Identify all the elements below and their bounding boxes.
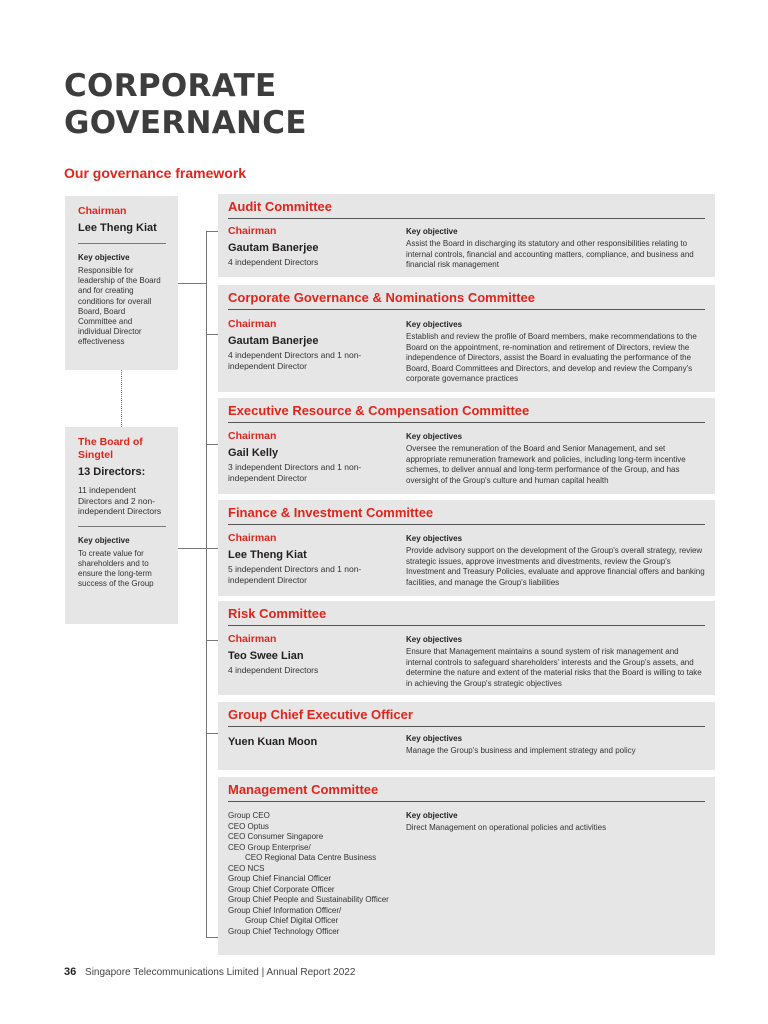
key-objective-text: Oversee the remuneration of the Board and Senior Management, and set appropriate remuneration framework and policies, including long-term incentive schemes, to deliver annual and long-term performance of the Group, and has oversight of the Group's culture and human capital health: [406, 444, 686, 485]
chairman-role: Chairman: [78, 205, 127, 217]
ceo-objective-column: [406, 734, 706, 757]
list-item: Group Chief Digital Officer: [245, 916, 339, 925]
ceo-name: Yuen Kuan Moon: [228, 736, 318, 748]
list-item: Group Chief Technology Officer: [228, 926, 340, 936]
list-item: CEO Consumer Singapore: [228, 832, 324, 841]
key-objective-text: Provide advisory support on the development of the Group's overall strategy, review strategic issues, approve investments and divestments, review the Group's Investment and Treasury Policies, evaluate and approve financial offers and banking facilities, and manage the Group's liabilities: [406, 546, 705, 587]
board-box: [65, 427, 178, 624]
chair-name: Teo Swee Lian: [228, 650, 304, 662]
committee-objective-column: [406, 534, 706, 588]
divider: [78, 243, 166, 244]
committee-objective-column: [406, 635, 706, 689]
board-role: The Board of Singtel: [78, 436, 143, 461]
key-objective-label: Key objective: [78, 253, 130, 262]
committee-directors: 4 independent Directors: [228, 257, 319, 267]
list-item: Group Chief People and Sustainability Officer: [228, 895, 389, 904]
nominations-committee-box: [218, 285, 715, 392]
chair-role: Chairman: [228, 225, 277, 237]
connector-line: [206, 231, 218, 232]
committee-directors: 4 independent Directors and 1 non-independent Director: [228, 350, 362, 371]
committee-title: Management Committee: [228, 781, 705, 802]
connector-line: [206, 444, 218, 445]
connector-line: [178, 283, 206, 284]
connector-line: [206, 548, 218, 549]
chair-role: Chairman: [228, 430, 277, 442]
chair-role: Chairman: [228, 633, 277, 645]
list-item: CEO Group Enterprise/: [228, 842, 311, 852]
committee-chair-column: [228, 633, 398, 676]
management-member-list: [228, 811, 408, 937]
connector-line: [206, 334, 218, 335]
chair-name: Gautam Banerjee: [228, 242, 319, 254]
committee-directors: 4 independent Directors: [228, 665, 319, 675]
key-objective-text: Responsible for leadership of the Board and for creating conditions for overall Board, Board Committee and individual Director effectiveness: [78, 266, 161, 347]
committee-directors: 3 independent Directors and 1 non-independent Director: [228, 462, 362, 483]
list-item: CEO NCS: [228, 863, 265, 873]
committee-title: Corporate Governance & Nominations Committee: [228, 289, 705, 310]
committee-objective-column: [406, 320, 706, 385]
management-committee-box: [218, 777, 715, 955]
footer-text: Singapore Telecommunications Limited | Annual Report 2022: [85, 967, 356, 978]
key-objective-text: Establish and review the profile of Board members, make recommendations to the Board on the appointment, re-nomination and retirement of Directors, review the independence of Directors, assist the Board in evaluating the performance of the Board, Board Committees and Directors, and develop and review the Company's corporate governance practices: [406, 332, 697, 384]
divider: [78, 526, 166, 527]
page-footer: [64, 966, 355, 978]
key-objective-label: Key objectives: [406, 734, 463, 743]
key-objective-text: Direct Management on operational policies and activities: [406, 823, 607, 832]
audit-committee-box: [218, 194, 715, 277]
connector-line: [206, 937, 218, 938]
key-objective-text: Ensure that Management maintains a sound system of risk management and internal controls to safeguard shareholders' interests and the Group's assets, and determine the nature and extent of the material risks that the Board is willing to take in achieving the Group's strategic objectives: [406, 647, 702, 688]
key-objective-text: To create value for shareholders and to ensure the long-term success of the Group: [78, 548, 154, 589]
key-objective-label: Key objective: [406, 811, 458, 820]
board-director-detail: 11 independent Directors and 2 non-independent Directors: [78, 485, 162, 516]
committee-chair-column: [228, 532, 398, 585]
list-item: Group Chief Information Officer/: [228, 905, 342, 915]
page-title-line-2: GOVERNANCE: [64, 105, 307, 141]
chair-role: Chairman: [228, 532, 277, 544]
committee-chair-column: [228, 318, 398, 371]
committee-objective-column: [406, 227, 706, 271]
key-objective-label: Key objectives: [406, 534, 463, 543]
connector-line: [206, 733, 218, 734]
page-title-line-1: CORPORATE: [64, 68, 277, 104]
list-item: Group CEO: [228, 811, 270, 820]
key-objective-label: Key objective: [78, 535, 130, 545]
committee-title: Group Chief Executive Officer: [228, 706, 705, 727]
section-subtitle: Our governance framework: [64, 165, 247, 181]
key-objective-text: Manage the Group's business and implement strategy and policy: [406, 746, 636, 755]
connector-line: [206, 231, 207, 937]
connector-dotted: [121, 370, 122, 427]
ceo-name-column: [228, 732, 398, 749]
chairman-box: [65, 196, 178, 370]
connector-line: [178, 548, 206, 549]
list-item: Group Chief Financial Officer: [228, 874, 332, 883]
page-number: 36: [64, 966, 77, 978]
key-objective-label: Key objectives: [406, 635, 463, 644]
key-objective-label: Key objectives: [406, 320, 463, 329]
committee-directors: 5 independent Directors and 1 non-independent Director: [228, 564, 362, 585]
key-objective-label: Key objective: [406, 227, 458, 236]
chair-name: Gail Kelly: [228, 447, 279, 459]
management-objective-column: [406, 811, 706, 834]
committee-chair-column: [228, 225, 398, 268]
list-item: CEO Optus: [228, 821, 269, 831]
connector-line: [206, 640, 218, 641]
committee-title: Risk Committee: [228, 605, 705, 626]
list-item: CEO Regional Data Centre Business: [245, 853, 377, 862]
ceo-box: [218, 702, 715, 770]
risk-committee-box: [218, 601, 715, 695]
key-objective-label: Key objectives: [406, 432, 463, 441]
chair-name: Lee Theng Kiat: [228, 549, 307, 561]
chair-name: Gautam Banerjee: [228, 335, 319, 347]
committee-title: Finance & Investment Committee: [228, 504, 705, 525]
committee-objective-column: [406, 432, 706, 486]
chair-role: Chairman: [228, 318, 277, 330]
committee-chair-column: [228, 430, 398, 483]
compensation-committee-box: [218, 398, 715, 494]
committee-title: Audit Committee: [228, 198, 705, 219]
chairman-name: Lee Theng Kiat: [78, 222, 157, 234]
page-title: [64, 68, 307, 142]
committee-title: Executive Resource & Compensation Committee: [228, 402, 705, 423]
board-director-count: 13 Directors:: [78, 466, 146, 478]
list-item: Group Chief Corporate Officer: [228, 884, 335, 894]
finance-committee-box: [218, 500, 715, 596]
key-objective-text: Assist the Board in discharging its statutory and other responsibilities relating to internal controls, financial and accounting matters, compliance, and business and financial risk management: [406, 239, 694, 270]
